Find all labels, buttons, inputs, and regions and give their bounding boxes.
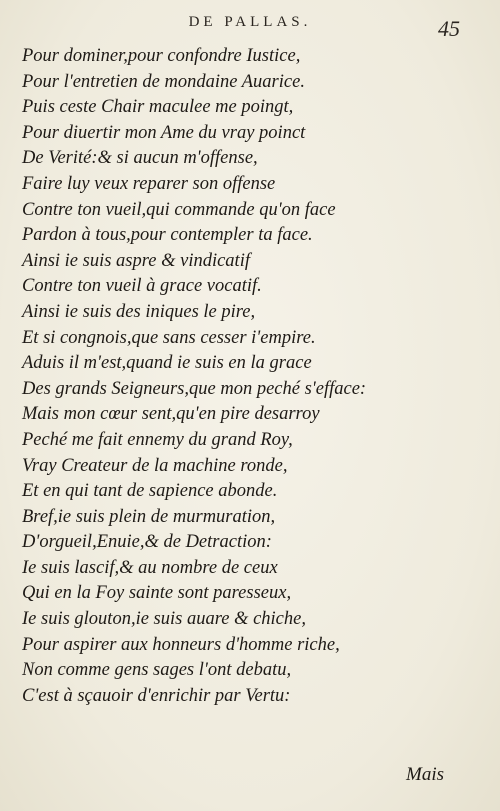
verse-line: Des grands Seigneurs,que mon peché s'efface: [22,378,367,399]
verse-line: Pour diuertir mon Ame du vray poinct [22,122,306,143]
verse-line: Pour l'entretien de mondaine Auarice. [22,71,305,92]
verse-line: Vray Createur de la machine ronde, [22,455,288,476]
verse-line: Ie suis lascif,& au nombre de ceux [22,557,278,578]
verse-line: Peché me fait ennemy du grand Roy, [22,429,293,450]
page-number: 45 [438,16,460,41]
verse-line: Qui en la Foy sainte sont paresseux, [22,583,292,604]
verse-line: Aduis il m'est,quand ie suis en la grace [22,353,312,374]
verse-line: C'est à sçauoir d'enrichir par Vertu: [22,685,291,706]
verse-line: D'orgueil,Enuie,& de Detraction: [22,532,272,553]
verse-line: Ie suis glouton,ie suis auare & chiche, [22,609,306,630]
verse-line: Ainsi ie suis aspre & vindicatif [22,250,250,271]
verse-line: Contre ton vueil,qui commande qu'on face [22,199,336,220]
verse-line: Faire luy veux reparer son offense [22,173,276,194]
verse-line: Contre ton vueil à grace vocatif. [22,276,262,297]
verse-line: Pour aspirer aux honneurs d'homme riche, [22,634,340,655]
verse-line: Mais mon cœur sent,qu'en pire desarroy [22,404,320,425]
verse-text [22,44,482,709]
verse-line: Puis ceste Chair maculee me poingt, [22,97,294,118]
verse-line: De Verité:& si aucun m'offense, [22,148,258,169]
catchword: Mais [406,764,444,785]
verse-line: Pardon à tous,pour contempler ta face. [22,225,313,246]
verse-line: Et si congnois,que sans cesser i'empire. [22,327,316,348]
verse-line: Et en qui tant de sapience abonde. [22,481,278,502]
verse-line: Pour dominer,pour confondre Iustice, [22,46,301,66]
verse-line: Bref,ie suis plein de murmuration, [22,506,276,527]
running-title: DE PALLAS. [188,14,312,30]
verse-line: Non comme gens sages l'ont debatu, [22,660,292,681]
verse-line: Ainsi ie suis des iniques le pire, [22,301,256,322]
